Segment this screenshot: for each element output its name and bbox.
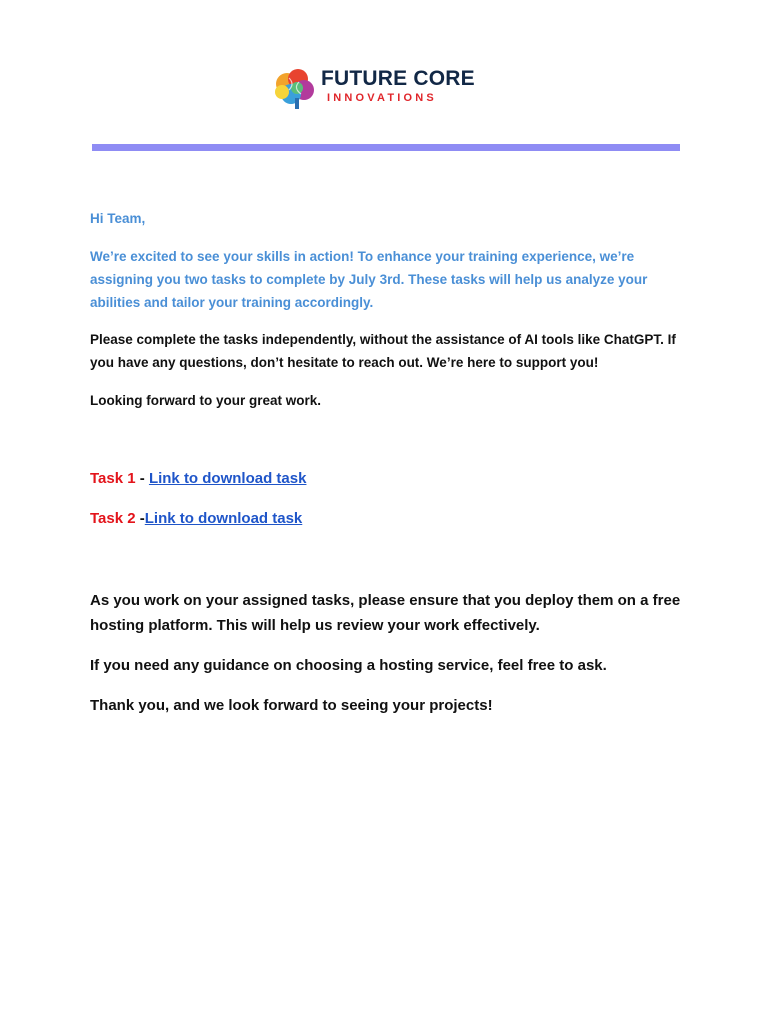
header-divider bbox=[92, 144, 680, 151]
task-1-label: Task 1 bbox=[90, 470, 136, 487]
intro-paragraph: We’re excited to see your skills in action! To enhance your training experience, we’re assigning you two tasks to complete by July 3rd. These tasks will help us analyze your abilities and tailor your training accordingly. bbox=[90, 249, 648, 310]
task-1-line bbox=[90, 468, 682, 490]
closing-line: Looking forward to your great work. bbox=[90, 393, 322, 408]
logo-subtitle: INNOVATIONS bbox=[327, 92, 437, 104]
task-1-separator: - bbox=[135, 470, 149, 487]
deploy-paragraph: As you work on your assigned tasks, please ensure that you deploy them on a free hosting platform. This will help us review your work effectively. bbox=[90, 592, 681, 634]
company-logo bbox=[271, 64, 475, 116]
email-body bbox=[90, 207, 682, 718]
guidance-paragraph: If you need any guidance on choosing a hosting service, feel free to ask. bbox=[90, 657, 607, 674]
task-1-download-link[interactable]: Link to download task bbox=[148, 470, 307, 487]
thanks-paragraph: Thank you, and we look forward to seeing your projects! bbox=[90, 697, 493, 714]
logo-title: FUTURE CORE bbox=[321, 67, 475, 90]
instructions-paragraph: Please complete the tasks independently, without the assistance of AI tools like ChatGPT. If you have any questions, don’t hesitate to reach out. We’re here to support you! bbox=[90, 332, 676, 370]
task-2-download-link[interactable]: Link to download task bbox=[144, 510, 303, 527]
task-2-label: Task 2 bbox=[90, 510, 136, 527]
brain-icon bbox=[271, 66, 319, 114]
task-2-line bbox=[90, 508, 682, 530]
task-2-separator: - bbox=[135, 510, 145, 527]
greeting: Hi Team, bbox=[90, 211, 146, 226]
